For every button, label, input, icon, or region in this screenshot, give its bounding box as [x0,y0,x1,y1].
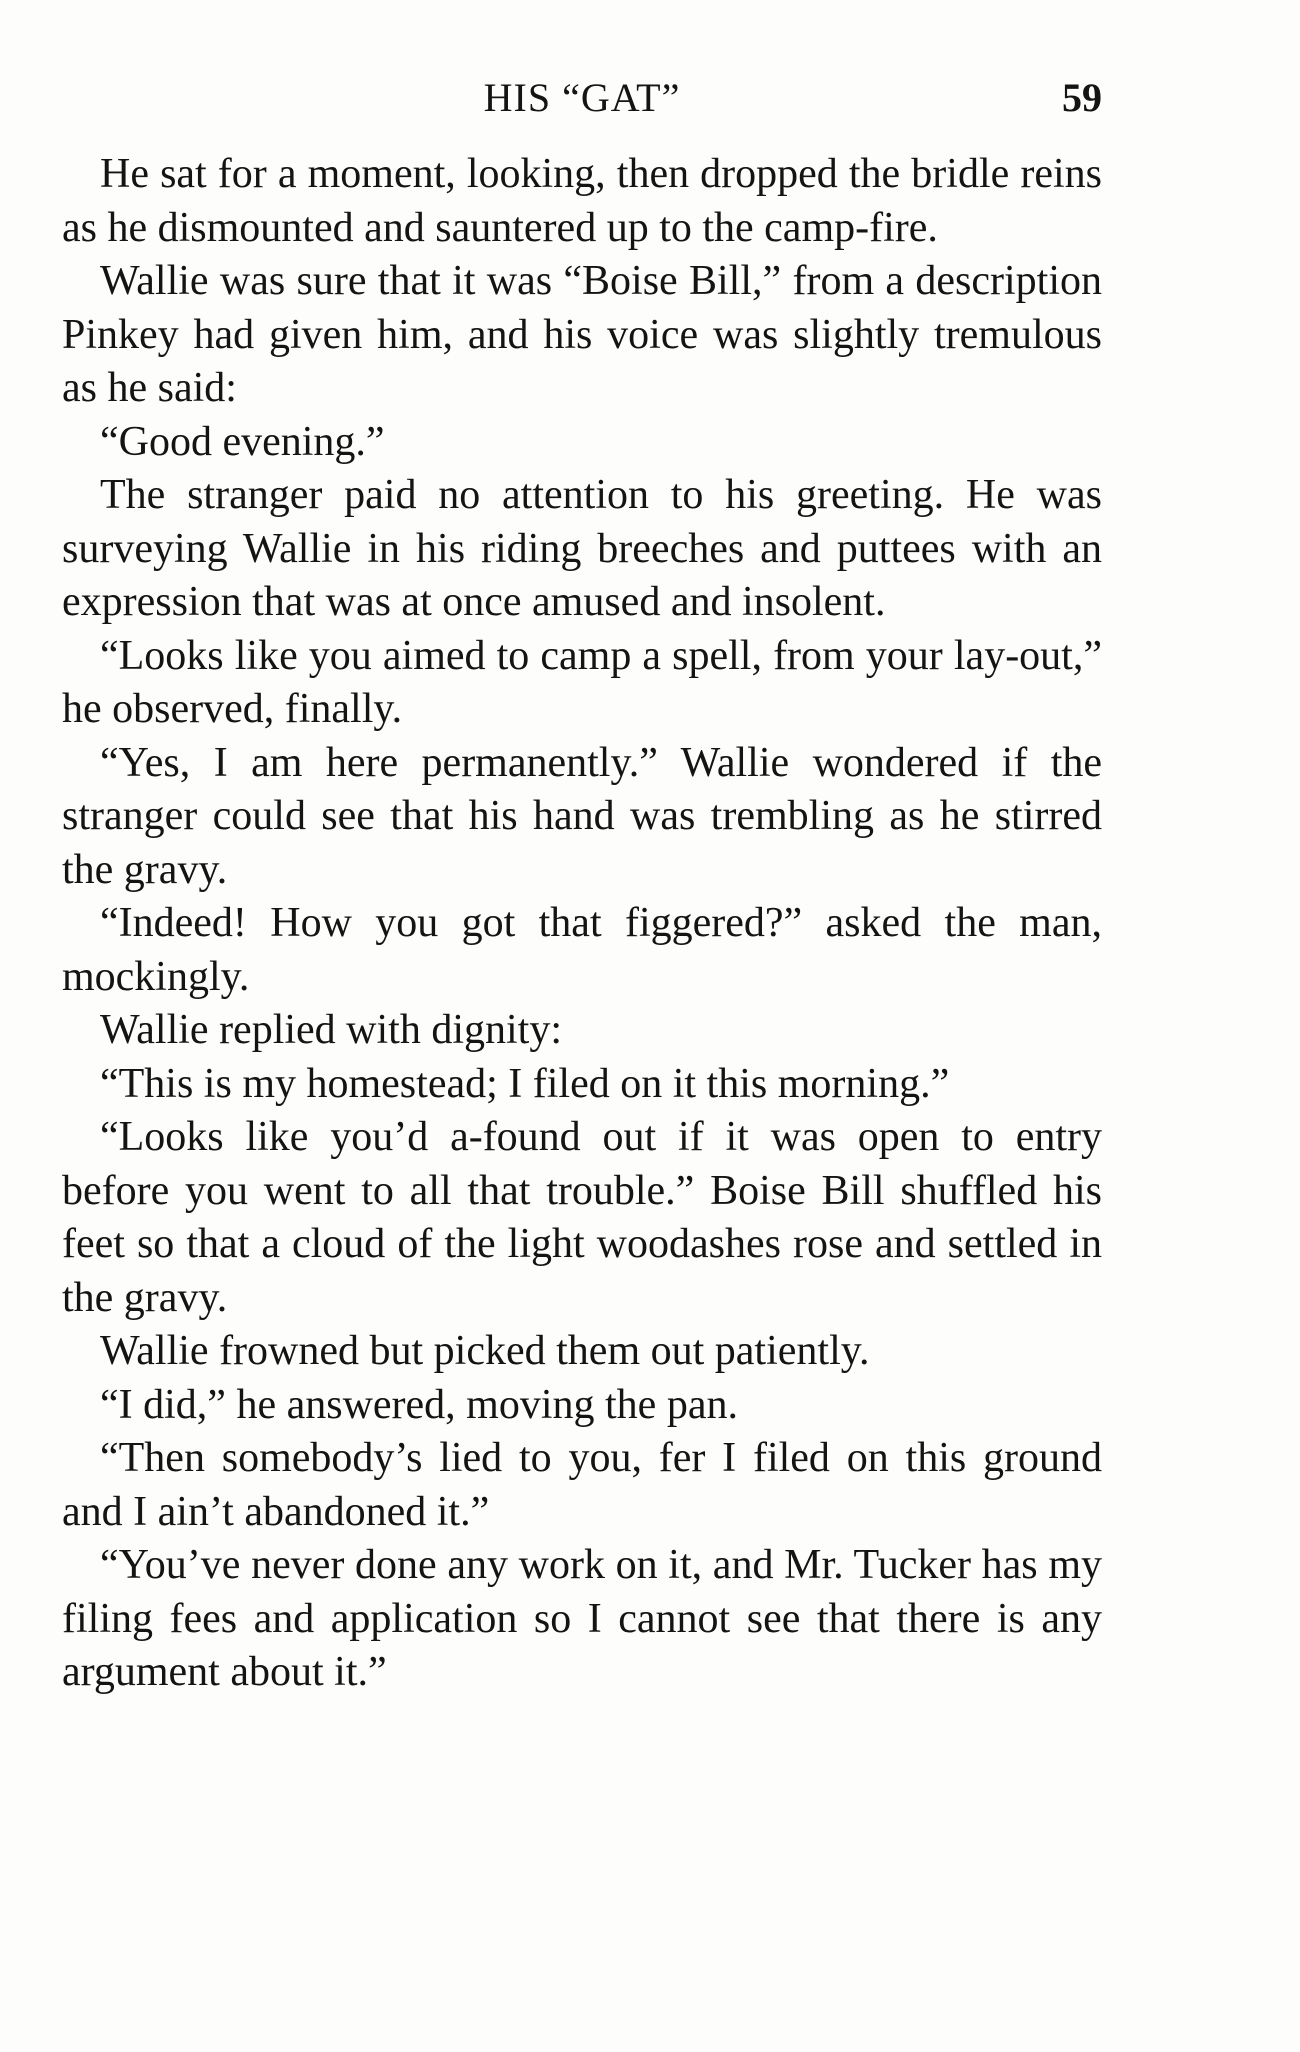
paragraph: He sat for a moment, looking, then dropped the bridle reins as he dismounted and sauntered up to the camp-fire. [62,151,1102,251]
page-number: 59 [1062,75,1102,120]
paragraph: Wallie replied with dignity: [100,1007,563,1053]
paragraph: “I did,” he answered, moving the pan. [100,1381,738,1428]
paragraph: “You’ve never done any work on it, and Mr. Tucker has my filing fees and application so I cannot see that there is any argument about it.” [62,1542,1102,1695]
paragraph: “Looks like you aimed to camp a spell, from your lay-out,” he observed, finally. [62,632,1102,732]
paragraph: “This is my homestead; I filed on it this morning.” [100,1060,950,1107]
paragraph: “Good evening.” [100,418,385,465]
running-title: HIS “GAT” [483,75,681,120]
running-head [62,74,1102,134]
paragraph: “Looks like you’d a-found out if it was open to entry before you went to all that trouble.” Boise Bill shuffled his feet so that a cloud of the light woodashes rose and settled in the gravy. [62,1114,1102,1321]
paragraph: “Indeed! How you got that figgered?” asked the man, mockingly. [62,900,1102,1000]
paragraph: Wallie was sure that it was “Boise Bill,” from a description Pinkey had given him, and his voice was slightly tremulous as he said: [62,258,1102,411]
paragraph: “Yes, I am here permanently.” Wallie wondered if the stranger could see that his hand was trembling as he stirred the gravy. [62,739,1102,893]
paragraph: “Then somebody’s lied to you, fer I filed on this ground and I ain’t abandoned it.” [62,1435,1102,1535]
paragraph: Wallie frowned but picked them out patiently. [100,1328,870,1374]
body-text [62,148,1102,1700]
paragraph: The stranger paid no attention to his greeting. He was surveying Wallie in his riding breeches and puttees with an expression that was at once amused and insolent. [62,472,1102,625]
